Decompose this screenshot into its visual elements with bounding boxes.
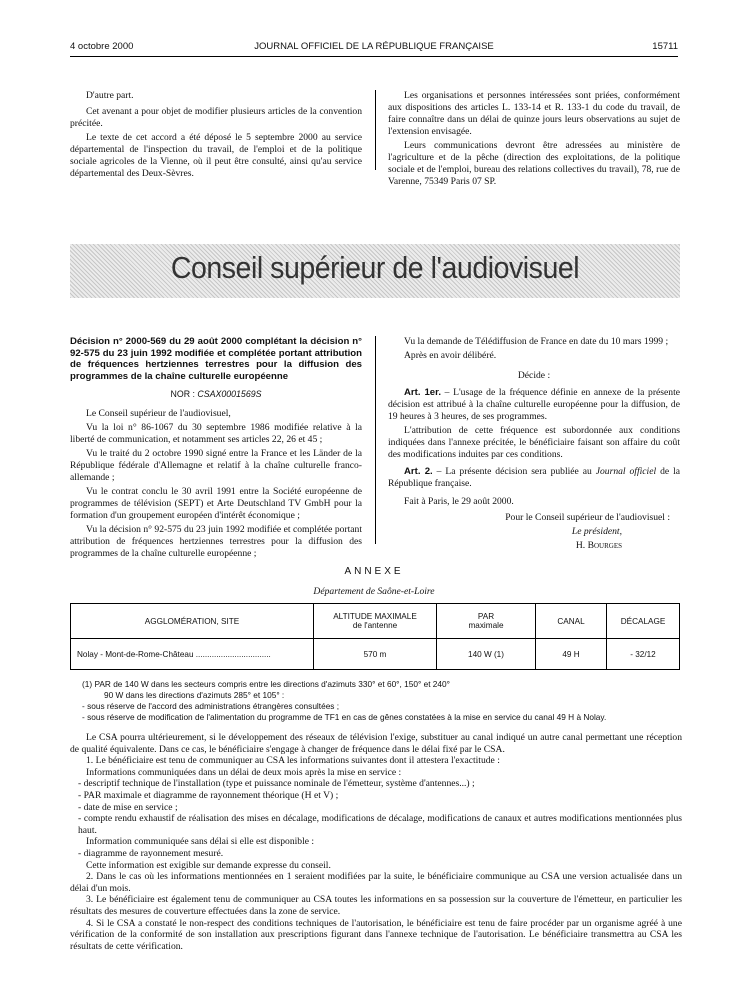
page-header: [70, 40, 678, 57]
article-2-label: Art. 2.: [404, 466, 433, 477]
nor-reference: [70, 388, 362, 400]
column-header-canal: CANAL: [536, 604, 607, 639]
decision-right-column: [388, 336, 680, 554]
column-header-altitude: [314, 604, 437, 639]
top-left-column: [70, 90, 362, 182]
column-header-site: AGGLOMÉRATION, SITE: [71, 604, 314, 639]
paragraph: Les organisations et personnes intéressées sont priées, conformément aux dispositions des articles L. 133-14 et R. 133-1 du code du travail, de faire connaître dans un délai de quinze jours leurs observations au sujet de l'extension envisagée.: [388, 90, 680, 137]
paragraph: Vu le contrat conclu le 30 avril 1991 entre la Société européenne de programmes de télévision (SEPT) et Arte Deutschland TV GmbH pour la formation d'un groupement européen d'intérêt économique ;: [70, 486, 362, 521]
column-header-par-line1: PAR: [477, 612, 495, 621]
column-divider: [375, 90, 376, 170]
table-footnotes: [82, 679, 606, 723]
annexe-title: ANNEXE: [344, 566, 404, 577]
paragraph: Cet avenant a pour objet de modifier plusieurs articles de la convention précitée.: [70, 106, 362, 129]
signature-role: Le président,: [571, 526, 622, 537]
signature-date: Fait à Paris, le 29 août 2000.: [404, 496, 514, 507]
annexe-body: [70, 732, 682, 952]
annexe-paragraph: Le CSA pourra ultérieurement, si le développement des réseaux de télévision l'exige, substituer au canal indiqué un autre canal permettant une réception de qualité équivalente. Dans ce cas, le bénéficiaire s'engage à changer de fréquence dans le délai fixé par le CSA.: [70, 732, 682, 755]
paragraph: Le texte de cet accord a été déposé le 5 septembre 2000 au service départemental de l'inspection du travail, de l'emploi et de la politique sociale agricoles de la Vienne, où il peut être consulté, ainsi qu'au service départemental des Deux-Sèvres.: [70, 132, 362, 179]
paragraph: Vu la demande de Télédiffusion de France en date du 10 mars 1999 ;: [404, 336, 669, 347]
column-divider: [375, 336, 376, 544]
article-1: [388, 387, 680, 423]
column-header-altitude-line1: ALTITUDE MAXIMALE: [333, 612, 417, 621]
annexe-paragraph: Information communiquée sans délai si elle est disponible :: [86, 836, 315, 848]
paragraph: Vu la loi n° 86-1067 du 30 septembre 1986 modifiée relative à la liberté de communication, et notamment ses articles 22, 26 et 45 ;: [70, 422, 362, 445]
article-1-text: – L'usage de la fréquence définie en annexe de la présente décision est attribué à la chaîne culturelle européenne pour la diffusion, de 19 heures à 3 heures, de ses programmes.: [388, 387, 680, 422]
cell-canal: 49 H: [536, 639, 607, 670]
column-header-par-line2: maximale: [468, 621, 504, 630]
footnote-line: 90 W dans les directions d'azimuts 285° et 105° :: [104, 690, 285, 700]
section-banner: [70, 244, 680, 298]
paragraph: Après en avoir délibéré.: [404, 350, 497, 361]
frequency-table: [70, 603, 680, 670]
cell-par: 140 W (1): [437, 639, 536, 670]
nor-label: NOR :: [170, 389, 195, 399]
header-page-number: 15711: [652, 41, 678, 52]
paragraph: L'attribution de cette fréquence est subordonnée aux conditions indiquées dans l'annexe précitée, le bénéficiaire faisant son affaire du coût des modifications induites par ces conditions.: [388, 425, 680, 460]
annexe-paragraph: - compte rendu exhaustif de réalisation des mises en décalage, modifications de décalage, modifications de canaux et autres modifications mentionnées plus haut.: [78, 813, 682, 836]
table-row: [71, 639, 680, 670]
article-1-label: Art. 1er.: [404, 387, 441, 398]
header-journal-title: JOURNAL OFFICIEL DE LA RÉPUBLIQUE FRANÇAISE: [254, 41, 494, 52]
annexe-department: Département de Saône-et-Loire: [313, 586, 435, 597]
signature-name: H. Bourges: [575, 540, 622, 551]
annexe-paragraph: 1. Le bénéficiaire est tenu de communiquer au CSA les informations suivantes dont il attestera l'exactitude :: [86, 755, 500, 767]
article-2: [388, 466, 680, 490]
annexe-paragraph: - diagramme de rayonnement mesuré.: [78, 847, 224, 859]
annexe-paragraph: - PAR maximale et diagramme de rayonnement théorique (H et V) ;: [78, 789, 339, 801]
cell-site: Nolay - Mont-de-Rome-Château .................................: [71, 639, 314, 670]
paragraph: D'autre part.: [86, 90, 134, 101]
signature-for: Pour le Conseil supérieur de l'audiovisuel :: [505, 512, 670, 523]
article-2-journal: Journal officiel: [595, 466, 657, 477]
column-header-altitude-line2: de l'antenne: [352, 621, 398, 630]
decision-title: Décision n° 2000-569 du 29 août 2000 complétant la décision n° 92-575 du 23 juin 1992 modifiée et complétée portant attribution de fréquences hertziennes terrestres pour la diffusion des programmes de la chaîne culturelle européenne: [70, 336, 362, 382]
annexe-paragraph: - date de mise en service ;: [78, 801, 178, 813]
annexe-paragraph: 4. Si le CSA a constaté le non-respect des conditions techniques de l'autorisation, le bénéficiaire est tenu de faire procéder par un organisme agréé à une vérification de la conformité de son installation aux prescriptions figurant dans l'annexe technique de l'autorisation. Le bénéficiaire transmettra au CSA les résultats de cette vérification.: [70, 917, 682, 952]
header-date: 4 octobre 2000: [70, 41, 134, 52]
paragraph: Vu le traité du 2 octobre 1990 signé entre la France et les Länder de la République fédérale d'Allemagne et relatif à la chaîne culturelle franco-allemande ;: [70, 448, 362, 483]
article-2-text-b: de la République française.: [388, 466, 680, 489]
paragraph: Leurs communications devront être adressées au ministère de l'agriculture et de la pêche (direction des exploitations, de la politique sociale et de l'emploi, bureau des relations collectives du travail), 78, rue de Varenne, 75349 Paris 07 SP.: [388, 140, 680, 187]
annexe-paragraph: Informations communiquées dans un délai de deux mois après la mise en service :: [86, 766, 402, 778]
paragraph: Vu la décision n° 92-575 du 23 juin 1992 modifiée et complétée portant attribution de fréquences hertziennes terrestres pour la diffusion des programmes de la chaîne culturelle européenne ;: [70, 524, 362, 559]
annexe-paragraph: Cette information est exigible sur demande expresse du conseil.: [86, 859, 331, 871]
column-header-par: [437, 604, 536, 639]
table-header-row: [71, 604, 680, 639]
annexe-paragraph: - descriptif technique de l'installation (type et puissance nominale de l'émetteur, système d'antennes...) ;: [78, 778, 475, 790]
cell-decalage: - 32/12: [607, 639, 680, 670]
annexe-paragraph: 2. Dans le cas où les informations mentionnées en 1 seraient modifiées par la suite, le bénéficiaire communique au CSA une version actualisée dans un délai d'un mois.: [70, 871, 682, 894]
decide-heading: Décide :: [517, 370, 551, 381]
footnote-line: (1) PAR de 140 W dans les secteurs compris entre les directions d'azimuts 330° et 60°, 150° et 240°: [82, 679, 450, 689]
column-header-decalage: DÉCALAGE: [607, 604, 680, 639]
paragraph: Le Conseil supérieur de l'audiovisuel,: [86, 408, 231, 419]
nor-code: CSAX0001569S: [197, 389, 262, 399]
footnote-line: - sous réserve de l'accord des administrations étrangères consultées ;: [82, 701, 340, 711]
decision-left-column: [70, 336, 362, 562]
cell-altitude: 570 m: [314, 639, 437, 670]
section-title: Conseil supérieur de l'audiovisuel: [170, 250, 580, 285]
top-right-column: [388, 90, 680, 190]
annexe-paragraph: 3. Le bénéficiaire est également tenu de communiquer au CSA toutes les informations en sa possession sur la couverture de l'émetteur, en particulier les résultats des mesures de couverture effectuées dans la zone de service.: [70, 894, 682, 917]
article-2-text-a: – La présente décision sera publiée au: [432, 466, 596, 477]
footnote-line: - sous réserve de modification de l'alimentation du programme de TF1 en cas de gênes constatées à la mise en service du canal 49 H à Nolay.: [82, 712, 607, 722]
